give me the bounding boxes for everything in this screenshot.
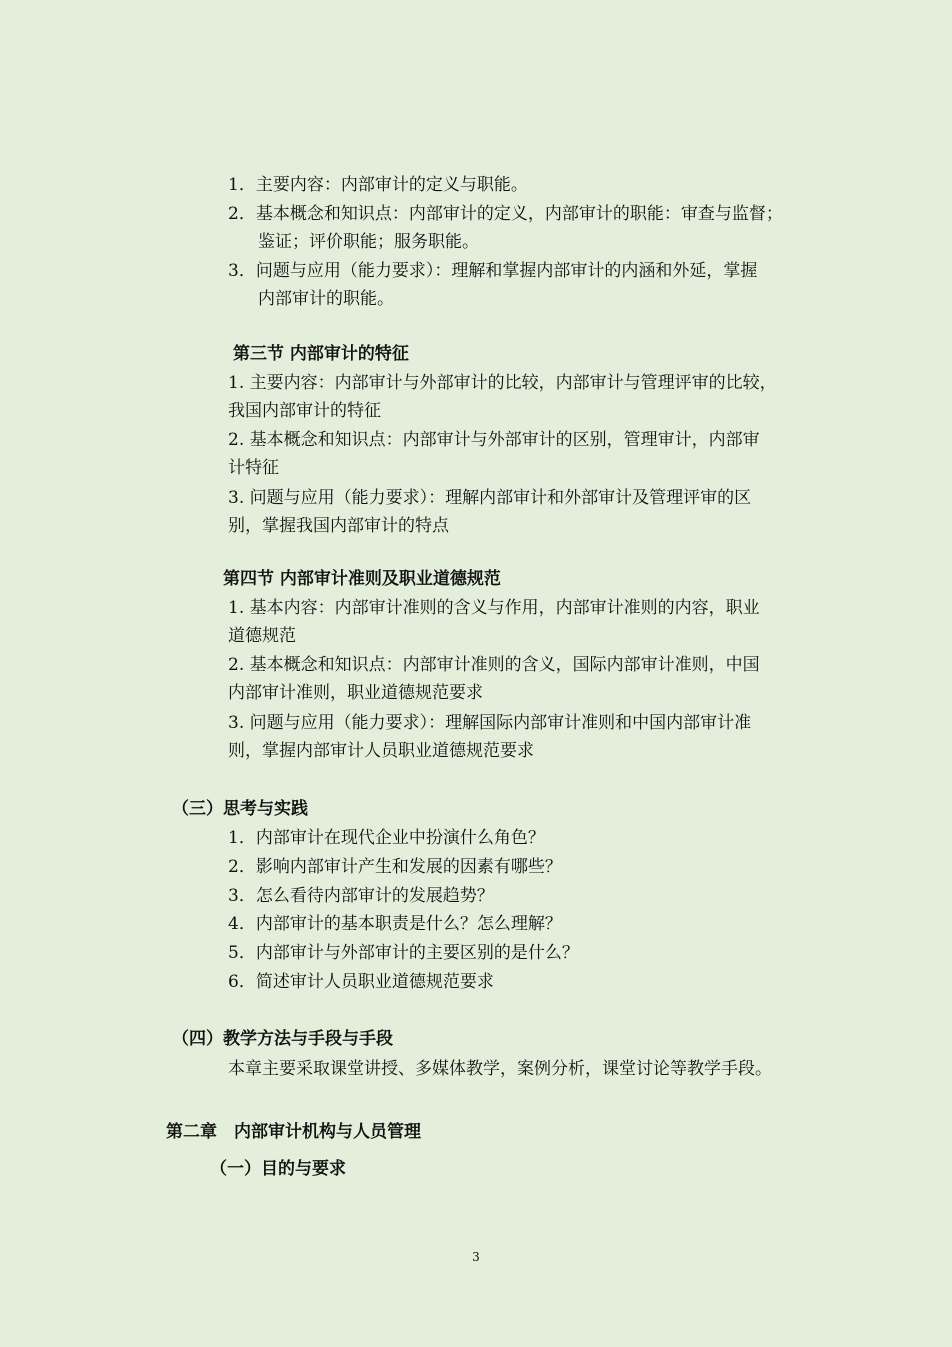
section4-line-4: 内部审计准则，职业道德规范要求	[228, 683, 483, 703]
practice-item-2: 2．影响内部审计产生和发展的因素有哪些？	[228, 857, 562, 877]
practice-item-1: 1．内部审计在现代企业中扮演什么角色？	[228, 828, 545, 848]
section4-line-5: 3. 问题与应用（能力要求）：理解国际内部审计准则和中国内部审计准	[228, 713, 752, 733]
section3-line-5: 3. 问题与应用（能力要求）：理解内部审计和外部审计及管理评审的区	[228, 488, 752, 508]
practice-item-4: 4．内部审计的基本职责是什么？怎么理解？	[228, 914, 562, 934]
section4-line-1: 1. 基本内容：内部审计准则的含义与作用，内部审计准则的内容，职业	[228, 598, 760, 618]
section4-line-2: 道德规范	[228, 626, 296, 646]
section3-line-4: 计特征	[228, 458, 279, 478]
practice-item-5: 5．内部审计与外部审计的主要区别的是什么？	[228, 943, 579, 963]
chapter2-heading: 第二章 内部审计机构与人员管理	[166, 1122, 421, 1142]
section1-item-3: 3．问题与应用（能力要求）：理解和掌握内部审计的内涵和外延，掌握	[228, 261, 758, 281]
section3-line-2: 我国内部审计的特征	[228, 401, 381, 421]
section1-item-3-cont: 内部审计的职能。	[258, 289, 394, 309]
practice-item-3: 3．怎么看待内部审计的发展趋势？	[228, 886, 494, 906]
section4-line-3: 2. 基本概念和知识点：内部审计准则的含义，国际内部审计准则，中国	[228, 655, 760, 675]
section1-item-1: 1．主要内容：内部审计的定义与职能。	[228, 175, 528, 195]
section3-line-3: 2. 基本概念和知识点：内部审计与外部审计的区别，管理审计，内部审	[228, 430, 760, 450]
practice-heading: （三）思考与实践	[172, 799, 308, 819]
page-number: 3	[472, 1250, 480, 1264]
chapter2-subheading: （一）目的与要求	[210, 1159, 346, 1179]
section4-line-6: 则，掌握内部审计人员职业道德规范要求	[228, 741, 534, 761]
practice-item-6: 6．简述审计人员职业道德规范要求	[228, 972, 494, 992]
section4-heading: 第四节 内部审计准则及职业道德规范	[223, 569, 501, 589]
section3-heading: 第三节 内部审计的特征	[233, 344, 409, 364]
section1-item-2-cont: 鉴证；评价职能；服务职能。	[258, 232, 479, 252]
methods-heading: （四）教学方法与手段与手段	[172, 1029, 393, 1049]
methods-text: 本章主要采取课堂讲授、多媒体教学，案例分析，课堂讨论等教学手段。	[228, 1059, 772, 1079]
section1-item-2: 2．基本概念和知识点：内部审计的定义，内部审计的职能：审查与监督；	[228, 204, 783, 224]
section3-line-6: 别，掌握我国内部审计的特点	[228, 516, 449, 536]
section3-line-1: 1. 主要内容：内部审计与外部审计的比较，内部审计与管理评审的比较，	[228, 373, 777, 393]
